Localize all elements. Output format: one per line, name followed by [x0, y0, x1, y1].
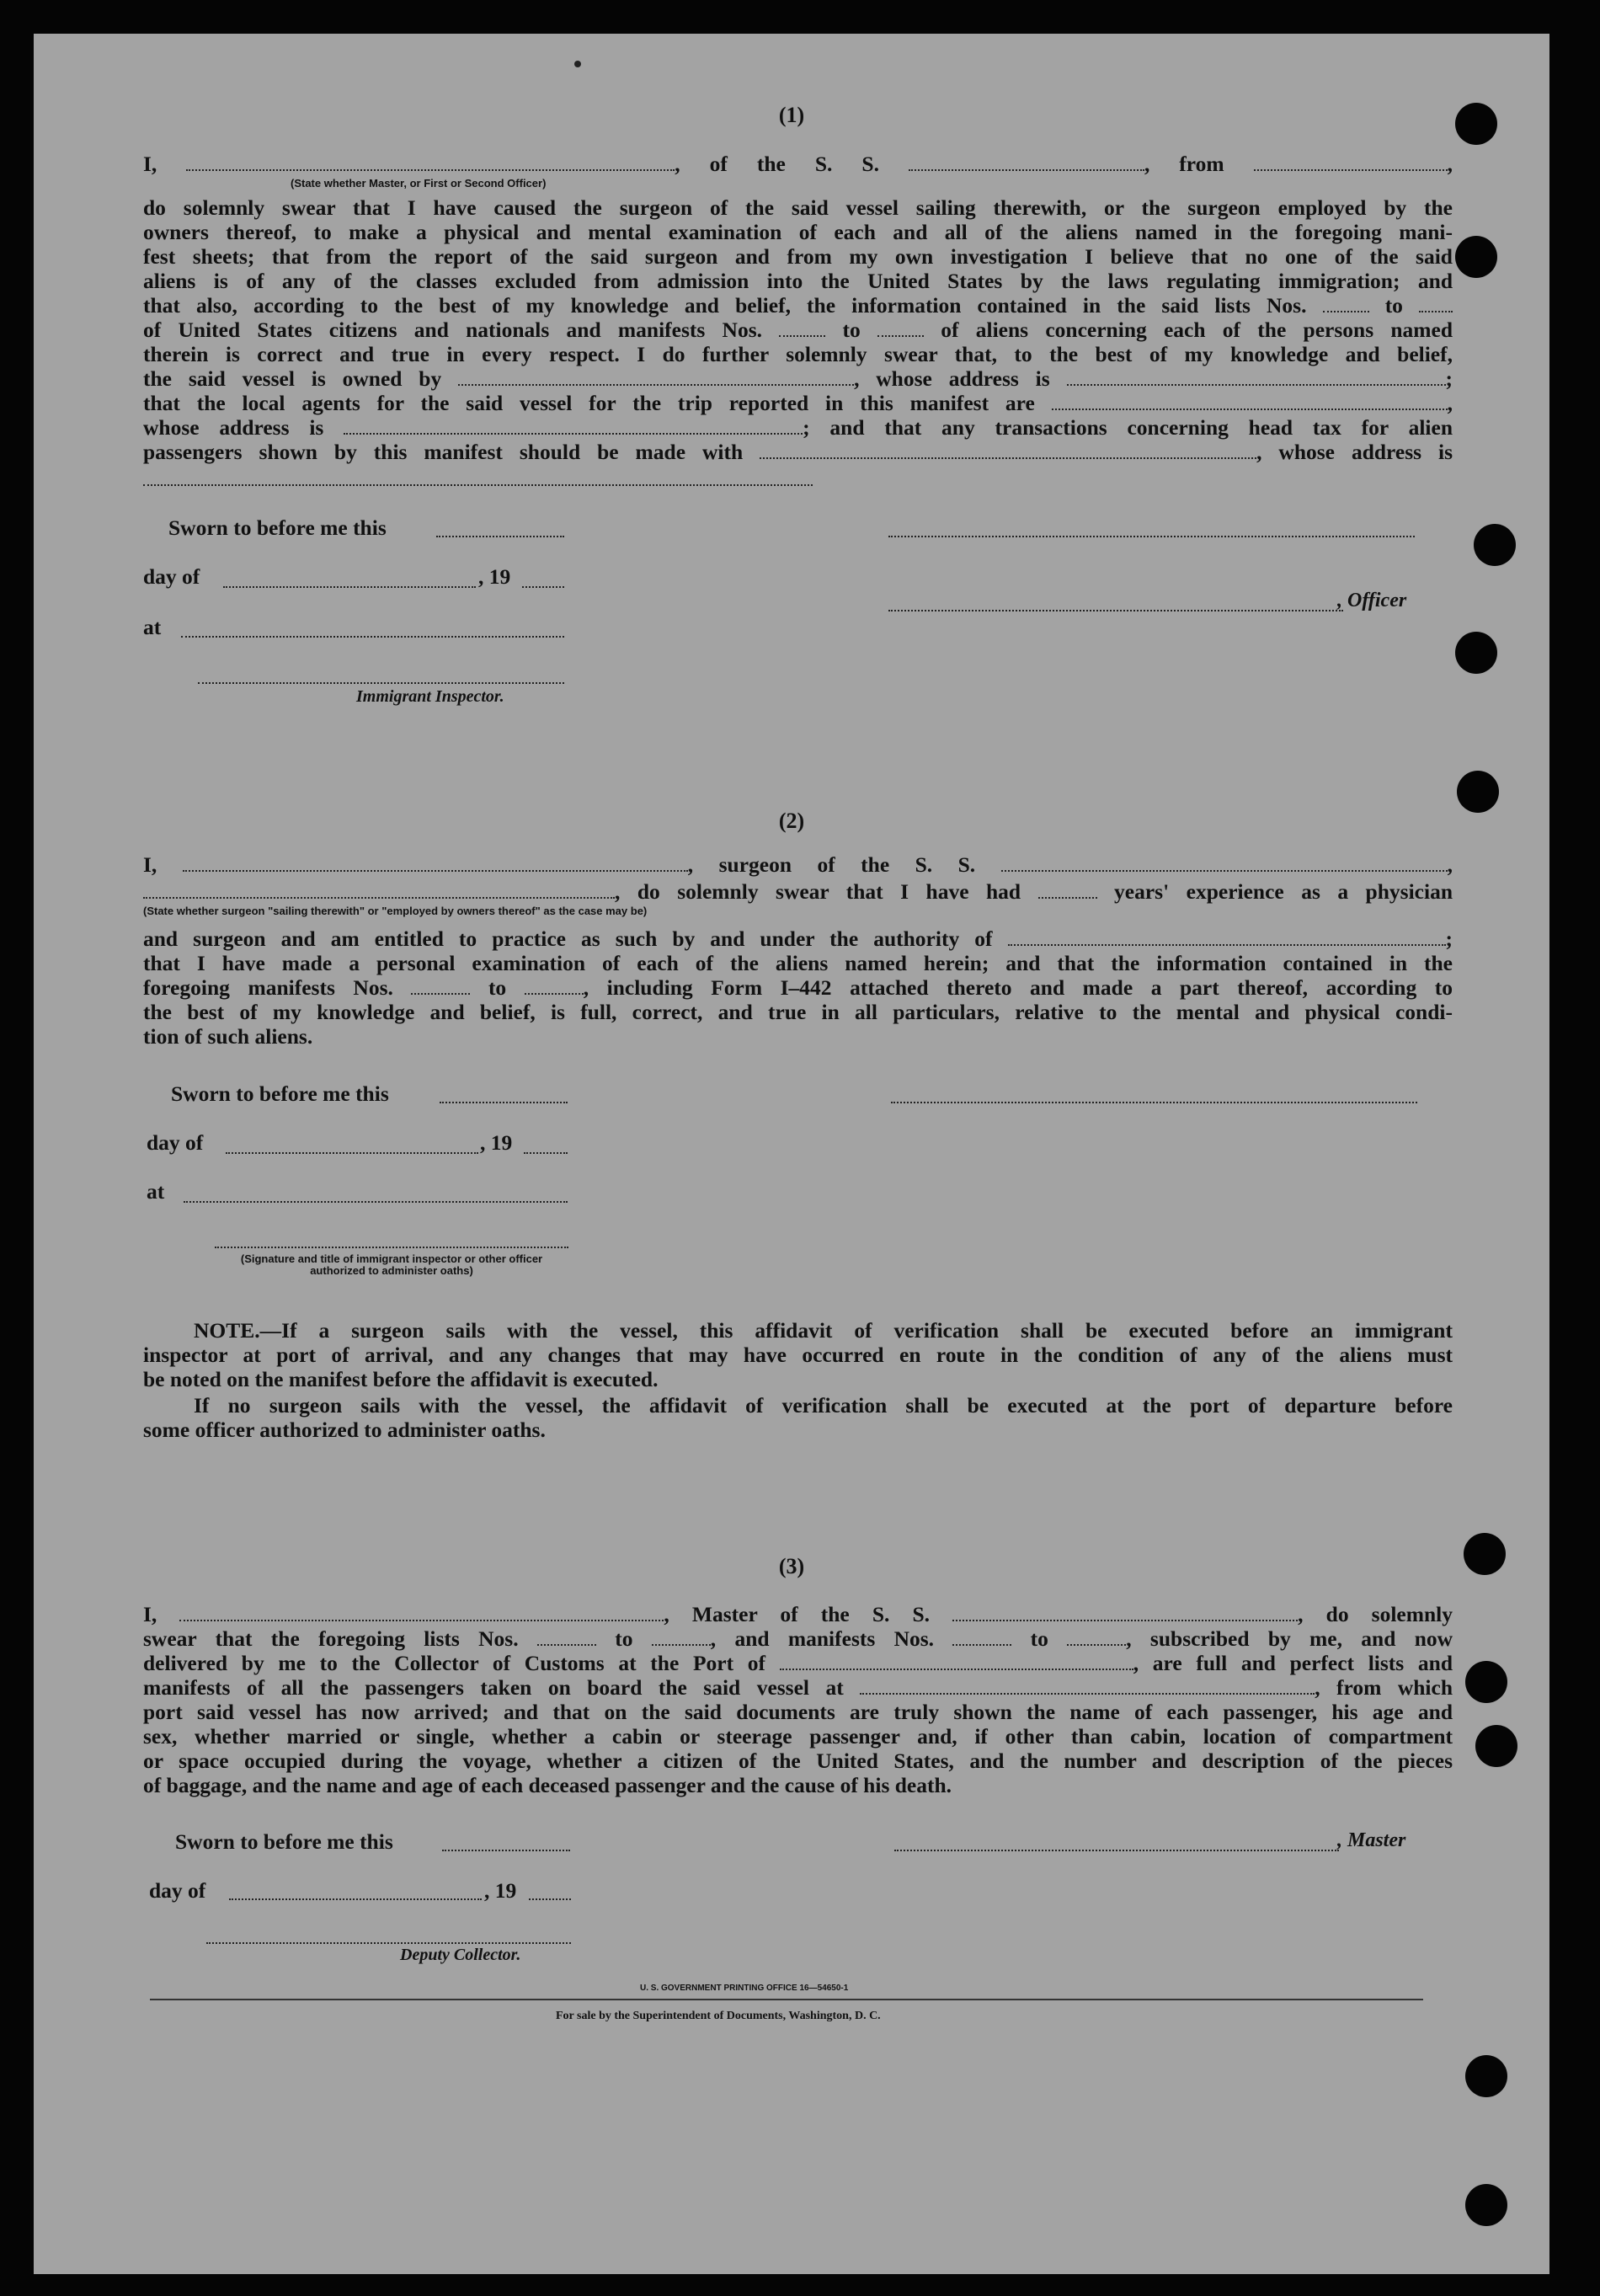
s2-line-4: that I have made a personal examination of each of the aliens named herein; and that the information contained in the [143, 951, 1453, 975]
section-3-heading: (3) [778, 1554, 805, 1578]
officer-name-field[interactable] [186, 152, 675, 171]
s3-line-4: manifests of all the passengers taken on board the said vessel at , from which [143, 1675, 1453, 1700]
s1-month-field[interactable] [223, 586, 476, 588]
s2-line-7: tion of such aliens. [143, 1024, 313, 1049]
s1-year-field[interactable] [522, 586, 564, 588]
s2-manifest-from-field[interactable] [411, 976, 470, 995]
s1-inspector-caption: Immigrant Inspector. [356, 687, 504, 706]
s3-month-field[interactable] [229, 1898, 482, 1900]
s1-line-10: that the local agents for the said vessel for the trip reported in this manifest are , [143, 391, 1453, 415]
s2-line-2: , do solemnly swear that I have had years' experience as a physician [143, 879, 1453, 905]
binder-hole [1457, 771, 1499, 813]
s3-line-1: I, , Master of the S. S. , do solemnly [143, 1602, 1453, 1626]
s2-sworn-label: Sworn to before me this [171, 1081, 389, 1106]
binder-hole [1474, 524, 1516, 566]
s2-at-label: at [147, 1179, 165, 1204]
s1-line-8: therein is correct and true in every respect. I do further solemnly swear that, to the best of my knowledge and belief, [143, 342, 1453, 366]
local-agents-field[interactable] [1052, 392, 1448, 410]
binder-hole [1465, 2055, 1507, 2097]
s2-note-3: be noted on the manifest before the affidavit is executed. [143, 1367, 659, 1391]
s2-inspector-signature-field[interactable] [215, 1247, 568, 1248]
s3-year-prefix: , 19 [484, 1878, 517, 1903]
vessel-name-field[interactable] [909, 152, 1144, 171]
s2-manifest-to-field[interactable] [525, 976, 584, 995]
s3-master-caption: , Master [1337, 1829, 1406, 1851]
binder-hole [1465, 2184, 1507, 2226]
s1-officer-note: (State whether Master, or First or Second Officer) [291, 177, 547, 190]
s3-list-from-field[interactable] [537, 1627, 596, 1646]
s2-surgeon-note: (State whether surgeon "sailing therewith" or "employed by owners thereof" as the case may be) [143, 905, 648, 917]
footer-rule [150, 1999, 1423, 2000]
s1-inspector-signature-field[interactable] [198, 682, 564, 684]
s3-line-2: swear that the foregoing lists Nos. to , and manifests Nos. to , subscribed by me, and now [143, 1626, 1453, 1651]
s3-deputy-signature-field[interactable] [206, 1942, 571, 1944]
sale-notice: For sale by the Superintendent of Documents, Washington, D. C. [556, 2010, 881, 2022]
s3-line-5: port said vessel has now arrived; and that on the said documents are truly shown the name of each passenger, his age and [143, 1700, 1453, 1724]
s2-note-2: inspector at port of arrival, and any changes that may have occurred en route in the condition of any of the aliens must [143, 1343, 1453, 1367]
s2-note-5: some officer authorized to administer oaths. [143, 1418, 546, 1442]
form-page [34, 34, 1549, 2274]
s2-line-5: foregoing manifests Nos. to , including Form I–442 attached thereto and made a part thereof, according to [143, 975, 1453, 1000]
list-no-from-field[interactable] [1323, 294, 1369, 312]
practice-authority-field[interactable] [1008, 927, 1446, 946]
s1-line-7: of United States citizens and nationals and manifests Nos. to of aliens concerning each of the persons named [143, 318, 1453, 342]
s3-line-8: of baggage, and the name and age of each deceased passenger and the cause of his death. [143, 1773, 952, 1797]
binder-hole [1455, 236, 1497, 278]
s1-line-12: passengers shown by this manifest should be made with , whose address is [143, 440, 1453, 464]
s1-sworn-label: Sworn to before me this [168, 515, 387, 540]
s3-manifest-from-field[interactable] [952, 1627, 1011, 1646]
port-of-boarding-field[interactable] [860, 1676, 1315, 1695]
owner-address-field[interactable] [1067, 367, 1446, 386]
s1-line-5: aliens is of any of the classes excluded from admission into the United States by the laws regulating immigration; and [143, 269, 1453, 293]
s2-sworn-day-field[interactable] [440, 1102, 568, 1103]
s1-line-6: that also, according to the best of my knowledge and belief, the information contained in the said lists Nos. to [143, 293, 1453, 318]
s3-master-signature-field[interactable] [894, 1850, 1339, 1851]
s2-surgeon-signature-field[interactable] [891, 1102, 1417, 1103]
ink-dot [574, 61, 581, 67]
s2-at-place-field[interactable] [184, 1201, 568, 1203]
s2-note-1: NOTE.—If a surgeon sails with the vessel, this affidavit of verification shall be executed before an immigrant [194, 1318, 1453, 1343]
s1-officer-signature-field[interactable] [888, 536, 1415, 537]
master-name-field[interactable] [179, 1603, 664, 1621]
s3-manifest-to-field[interactable] [1067, 1627, 1126, 1646]
s1-officer-caption: , Officer [1337, 590, 1407, 611]
section-2-heading: (2) [778, 809, 805, 833]
manifest-no-to-field[interactable] [877, 318, 924, 337]
s2-note-4: If no surgeon sails with the vessel, the affidavit of verification shall be executed at the port of departure before [194, 1393, 1453, 1418]
s3-sworn-label: Sworn to before me this [175, 1829, 393, 1854]
s1-day-of-label: day of [143, 564, 200, 589]
s3-day-of-label: day of [149, 1878, 206, 1903]
s2-signature-note: (Signature and title of immigrant inspector or other officer authorized to administer oaths) [240, 1252, 543, 1277]
s1-at-label: at [143, 615, 162, 639]
s1-officer-title-field[interactable] [888, 610, 1343, 611]
s3-sworn-day-field[interactable] [442, 1850, 570, 1851]
s2-year-prefix: , 19 [480, 1130, 513, 1155]
surgeon-name-field[interactable] [183, 853, 688, 872]
years-experience-field[interactable] [1038, 880, 1097, 899]
s2-year-field[interactable] [524, 1152, 568, 1154]
s2-month-field[interactable] [226, 1152, 478, 1154]
s2-line-3: and surgeon and am entitled to practice as such by and under the authority of ; [143, 926, 1453, 951]
binder-hole [1455, 632, 1497, 674]
port-of-customs-field[interactable] [780, 1652, 1133, 1670]
surgeon-status-field[interactable] [143, 880, 615, 899]
from-port-field[interactable] [1254, 152, 1448, 171]
head-tax-contact-field[interactable] [760, 441, 1256, 459]
section-1-heading: (1) [778, 103, 805, 127]
vessel-owner-field[interactable] [458, 367, 854, 386]
s2-vessel-name-field[interactable] [1001, 853, 1448, 872]
binder-hole [1465, 1661, 1507, 1703]
s1-line-4: fest sheets; that from the report of the said surgeon and from my own investigation I believe that no one of the said [143, 244, 1453, 269]
s3-deputy-caption: Deputy Collector. [400, 1946, 521, 1964]
s1-line-1: I, , of the S. S. , from , [143, 152, 1453, 176]
s1-at-place-field[interactable] [181, 636, 564, 638]
s2-day-of-label: day of [147, 1130, 204, 1155]
s1-year-prefix: , 19 [478, 564, 511, 589]
s1-line-11: whose address is ; and that any transactions concerning head tax for alien [143, 415, 1453, 440]
s2-line-1: I, , surgeon of the S. S. , [143, 852, 1453, 877]
s1-line-2: do solemnly swear that I have caused the surgeon of the said vessel sailing therewith, or the surgeon employed by the [143, 195, 1453, 220]
s3-line-3: delivered by me to the Collector of Customs at the Port of , are full and perfect lists and [143, 1651, 1453, 1675]
gpo-imprint: U. S. GOVERNMENT PRINTING OFFICE 16—54650-1 [640, 1984, 849, 1993]
s3-year-field[interactable] [529, 1898, 571, 1900]
manifest-no-from-field[interactable] [779, 318, 825, 337]
s1-sworn-day-field[interactable] [436, 536, 564, 537]
s1-line-9: the said vessel is owned by , whose address is ; [143, 366, 1453, 391]
s3-list-to-field[interactable] [652, 1627, 711, 1646]
s3-line-6: sex, whether married or single, whether a cabin or steerage passenger and, if other than cabin, location of compartment [143, 1724, 1453, 1749]
binder-hole [1475, 1725, 1517, 1767]
s1-line-3: owners thereof, to make a physical and mental examination of each and all of the aliens named in the foregoing mani- [143, 220, 1453, 244]
agents-address-field[interactable] [344, 416, 803, 435]
list-no-to-field[interactable] [1419, 294, 1453, 312]
s3-vessel-name-field[interactable] [952, 1603, 1298, 1621]
s2-line-6: the best of my knowledge and belief, is full, correct, and true in all particulars, relative to the mental and physical condi- [143, 1000, 1453, 1024]
head-tax-address-field[interactable] [143, 484, 813, 486]
s3-line-7: or space occupied during the voyage, whether a citizen of the United States, and the number and description of the pieces [143, 1749, 1453, 1773]
